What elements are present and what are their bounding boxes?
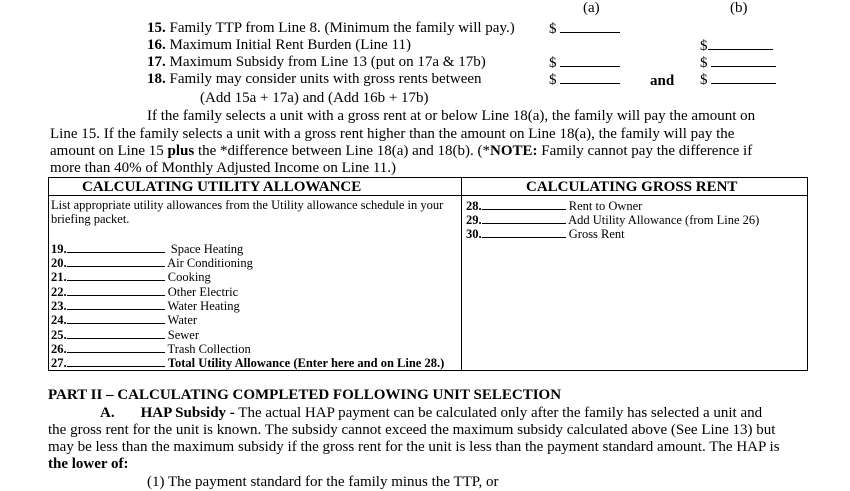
line-18b-dollar: $ (700, 72, 708, 88)
utility-instructions: List appropriate utility allowances from the Utility allowance schedule in your briefing packet. (51, 198, 444, 226)
utility-item-23[interactable]: 23. Water Heating (51, 299, 240, 313)
line-18-text: Family may consider units with gross rents between (169, 71, 482, 87)
part-2-a-line: A. HAP Subsidy - The actual HAP payment can be calculated only after the family has selected a unit and (100, 405, 763, 421)
line-15a-dollar: $ (549, 21, 557, 37)
column-b-header: (b) (730, 0, 748, 16)
line-17 (147, 54, 486, 71)
part-2-a-line-3: may be less than the maximum subsidy if the gross rent for the unit is less than the payment standard amount. The HAP is (48, 439, 780, 455)
utility-item-25[interactable]: 25. Sewer (51, 328, 199, 342)
utility-item-26[interactable]: 26. Trash Collection (51, 342, 251, 356)
part-2-item-1: (1) The payment standard for the family minus the TTP, or (147, 474, 499, 490)
explain-line-2: Line 15. If the family selects a unit with a gross rent higher than the amount on Line 18(a), the family will pay the (50, 126, 735, 142)
line-16b-dollar: $ (700, 38, 708, 54)
utility-item-22[interactable]: 22. Other Electric (51, 285, 239, 299)
part-2-heading: PART II – CALCULATING COMPLETED FOLLOWING UNIT SELECTION (48, 387, 562, 403)
part-2-a-line-4: the lower of: (48, 456, 129, 472)
part-2-a-label: A. (100, 405, 115, 421)
line-15 (147, 20, 515, 37)
line-16-number: 16. (147, 37, 166, 53)
line-16 (147, 37, 411, 54)
line-15-number: 15. (147, 20, 166, 36)
utility-item-19[interactable]: 19. Space Heating (51, 242, 244, 256)
utility-item-27[interactable]: 27. Total Utility Allowance (Enter here and on Line 28.) (51, 356, 445, 370)
gross-rent-item-28[interactable]: 28. Rent to Owner (466, 199, 643, 213)
line-17b-dollar: $ (700, 55, 708, 71)
and-label: and (650, 73, 675, 89)
table-column-divider (461, 177, 462, 371)
line-17-text: Maximum Subsidy from Line 13 (put on 17a & 17b) (169, 54, 486, 70)
explain-line-4: more than 40% of Monthly Adjusted Income on Line 11.) (50, 160, 397, 176)
column-a-header: (a) (583, 0, 600, 16)
line-18 (147, 71, 482, 88)
line-18-subtext: (Add 15a + 17a) and (Add 16b + 17b) (200, 90, 429, 106)
line-16-text: Maximum Initial Rent Burden (Line 11) (169, 37, 411, 53)
explain-line-1: If the family selects a unit with a gross rent at or below Line 18(a), the family will pay the amount on (147, 108, 756, 124)
line-17-number: 17. (147, 54, 166, 70)
utility-item-21[interactable]: 21. Cooking (51, 270, 211, 284)
part-2-a-line-2: the gross rent for the unit is known. The subsidy cannot exceed the maximum subsidy calculated above (See Line 13) but (48, 422, 776, 438)
gross-rent-title: CALCULATING GROSS RENT (526, 179, 738, 195)
gross-rent-item-30[interactable]: 30. Gross Rent (466, 227, 625, 241)
line-18-number: 18. (147, 71, 166, 87)
line-15a-field[interactable] (549, 20, 620, 38)
line-16b-field[interactable] (700, 37, 773, 55)
gross-rent-item-29[interactable]: 29. Add Utility Allowance (from Line 26) (466, 213, 760, 227)
line-18a-field[interactable] (549, 71, 620, 89)
line-18b-field[interactable] (700, 71, 776, 89)
line-17a-field[interactable] (549, 54, 620, 72)
utility-item-24[interactable]: 24. Water (51, 313, 198, 327)
utility-item-20[interactable]: 20. Air Conditioning (51, 256, 253, 270)
line-17b-field[interactable] (700, 54, 776, 72)
hap-subsidy-title: HAP Subsidy - (140, 405, 235, 421)
line-17a-dollar: $ (549, 55, 557, 71)
line-18a-dollar: $ (549, 72, 557, 88)
note-emphasis: NOTE: (490, 143, 538, 159)
explain-line-3: amount on Line 15 plus the *difference between Line 18(a) and 18(b). (*NOTE: Family cannot pay the difference if (50, 143, 753, 159)
line-15-text: Family TTP from Line 8. (Minimum the family will pay.) (169, 20, 515, 36)
plus-emphasis: plus (167, 143, 195, 159)
utility-allowance-title: CALCULATING UTILITY ALLOWANCE (82, 179, 362, 195)
